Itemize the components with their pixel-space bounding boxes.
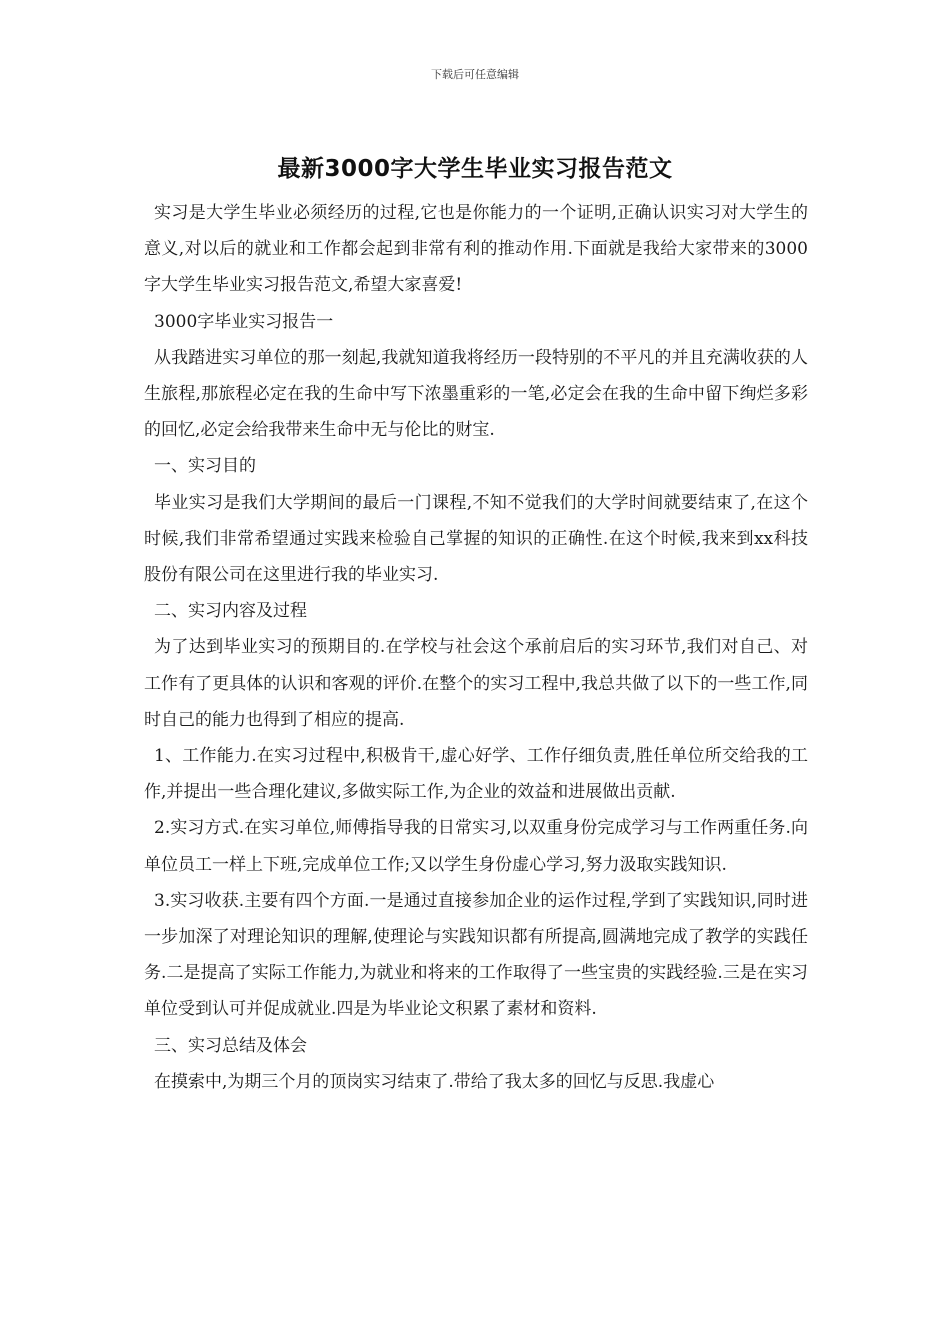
- section-heading-report-one: 3000字毕业实习报告一: [154, 311, 334, 332]
- header-note: 下载后可任意编辑: [431, 68, 519, 81]
- paragraph-purpose: 毕业实习是我们大学期间的最后一门课程,不知不觉我们的大学时间就要结束了,在这个时候,我们非常希望通过实践来检验自己掌握的知识的正确性.在这个时候,我来到xx科技股份有限公司在这里进行我的毕业实习.: [144, 492, 808, 586]
- paragraph-work-ability: 1、工作能力.在实习过程中,积极肯干,虚心好学、工作仔细负责,胜任单位所交给我的工作,并提出一些合理化建议,多做实际工作,为企业的效益和进展做出贡献.: [144, 746, 808, 803]
- section-heading-content: 二、实习内容及过程: [154, 601, 307, 622]
- paragraph-internship-gains: 3.实习收获.主要有四个方面.一是通过直接参加企业的运作过程,学到了实践知识,同时进一步加深了对理论知识的理解,使理论与实践知识都有所提高,圆满地完成了教学的实践任务.二是提高了实际工作能力,为就业和将来的工作取得了一些宝贵的实践经验.三是在实习单位受到认可并促成就业.四是为毕业论文积累了素材和资料.: [144, 890, 808, 1020]
- paragraph-intro: 实习是大学生毕业必须经历的过程,它也是你能力的一个证明,正确认识实习对大学生的意义,对以后的就业和工作都会起到非常有利的推动作用.下面就是我给大家带来的3000字大学生毕业实习报告范文,希望大家喜爱!: [144, 203, 808, 296]
- paragraph-content: 为了达到毕业实习的预期目的.在学校与社会这个承前启后的实习环节,我们对自己、对工作有了更具体的认识和客观的评价.在整个的实习工程中,我总共做了以下的一些工作,同时自己的能力也得到了相应的提高.: [144, 637, 808, 730]
- paragraph-opening: 从我踏进实习单位的那一刻起,我就知道我将经历一段特别的不平凡的并且充满收获的人生旅程,那旅程必定在我的生命中写下浓墨重彩的一笔,必定会在我的生命中留下绚烂多彩的回忆,必定会给我带来生命中无与伦比的财宝.: [144, 347, 808, 441]
- section-heading-purpose: 一、实习目的: [154, 456, 256, 477]
- paragraph-summary: 在摸索中,为期三个月的顶岗实习结束了.带给了我太多的回忆与反思.我虚心: [154, 1071, 715, 1092]
- document-body: [144, 195, 808, 1100]
- document-title: 最新3000字大学生毕业实习报告范文: [277, 156, 673, 182]
- paragraph-internship-method: 2.实习方式.在实习单位,师傅指导我的日常实习,以双重身份完成学习与工作两重任务.向单位员工一样上下班,完成单位工作;又以学生身份虚心学习,努力汲取实践知识.: [144, 818, 808, 875]
- section-heading-summary: 三、实习总结及体会: [154, 1035, 307, 1056]
